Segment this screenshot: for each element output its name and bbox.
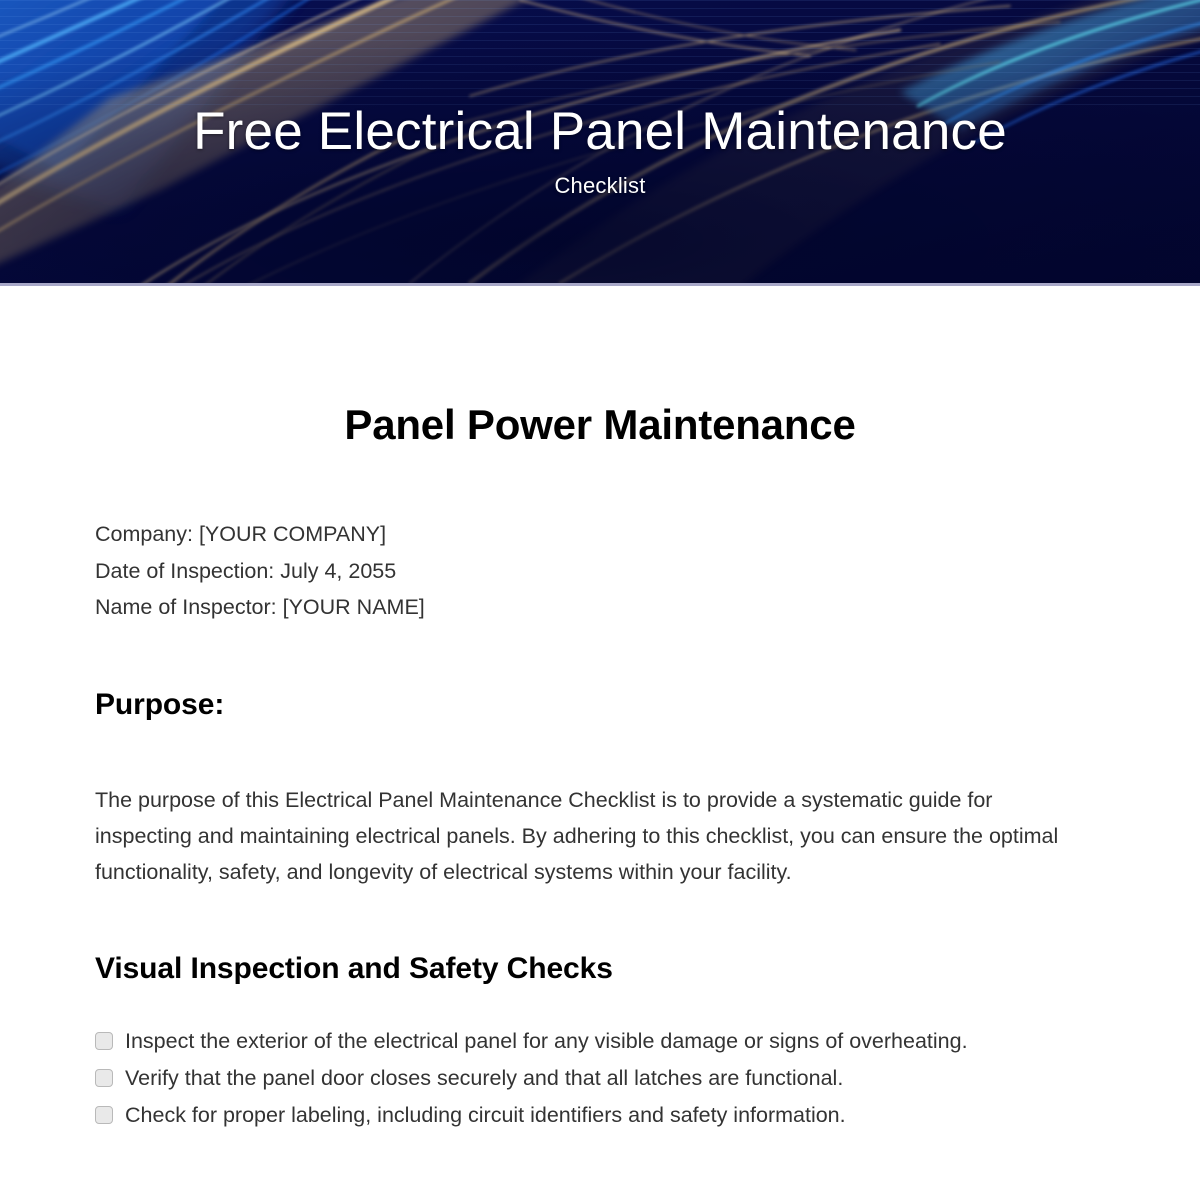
list-item[interactable]	[95, 1060, 1105, 1096]
banner-subtitle: Checklist	[554, 173, 646, 199]
meta-inspector: Name of Inspector: [YOUR NAME]	[95, 595, 425, 620]
purpose-heading: Purpose:	[95, 687, 225, 721]
checkbox-icon[interactable]	[95, 1106, 113, 1124]
list-item-label: Verify that the panel door closes securely and that all latches are functional.	[125, 1065, 844, 1090]
meta-date: Date of Inspection: July 4, 2055	[95, 558, 397, 583]
meta-company: Company: [YOUR COMPANY]	[95, 522, 387, 547]
list-item[interactable]	[95, 1097, 1105, 1133]
list-item-label: Check for proper labeling, including circuit identifiers and safety information.	[125, 1102, 846, 1127]
checkbox-icon[interactable]	[95, 1032, 113, 1050]
header-banner	[0, 0, 1200, 286]
banner-text-group	[0, 104, 1200, 199]
checkbox-icon[interactable]	[95, 1069, 113, 1087]
list-item-label: Inspect the exterior of the electrical panel for any visible damage or signs of overheating.	[125, 1028, 968, 1053]
purpose-paragraph: The purpose of this Electrical Panel Maintenance Checklist is to provide a systematic guide for inspecting and maintaining electrical panels. By adhering to this checklist, you can ensure the optimal functionality, safety, and longevity of electrical systems within your facility.	[95, 788, 1059, 885]
visual-inspection-heading: Visual Inspection and Safety Checks	[95, 952, 613, 986]
list-item[interactable]	[95, 1023, 1105, 1059]
page-title: Panel Power Maintenance	[344, 401, 856, 448]
banner-title: Free Electrical Panel Maintenance	[193, 102, 1007, 161]
document-body	[0, 286, 1200, 1133]
inspection-meta-block	[95, 516, 1105, 626]
visual-inspection-checklist	[95, 1023, 1105, 1133]
